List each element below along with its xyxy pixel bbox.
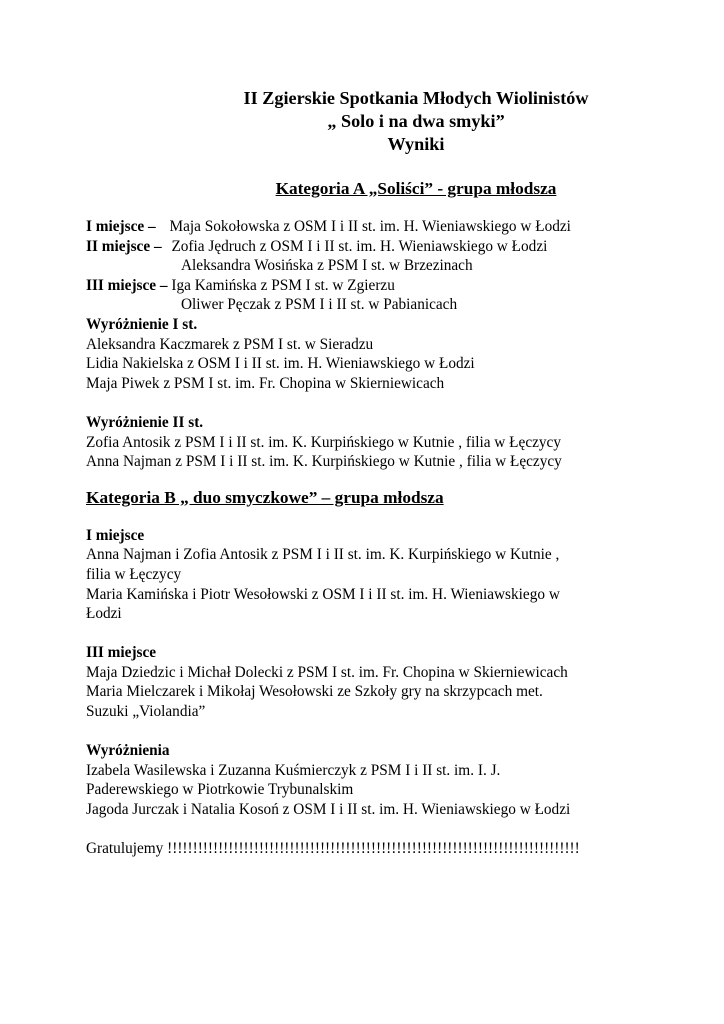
winner-entry: Maria Mielczarek i Mikołaj Wesołowski ze Szkoły gry na skrzypcach met.	[86, 683, 543, 701]
category-b-first-place	[86, 526, 686, 624]
winner-entry: Zofia Jędruch z OSM I i II st. im. H. Wieniawskiego w Łodzi	[171, 237, 548, 255]
winner-entry: Lidia Nakielska z OSM I i II st. im. H. Wieniawskiego w Łodzi	[86, 355, 475, 373]
category-a-first-place	[86, 217, 686, 237]
category-a-distinction-2	[86, 413, 686, 472]
distinction-1-label: Wyróżnienie I st.	[86, 315, 198, 333]
winner-entry: Paderewskiego w Piotrkowie Trybunalskim	[86, 781, 354, 799]
third-place-label: III miejsce –	[86, 276, 172, 294]
winner-entry: Zofia Antosik z PSM I i II st. im. K. Kurpińskiego w Kutnie , filia w Łęczycy	[86, 433, 561, 451]
third-place-label: III miejsce	[86, 644, 157, 662]
category-a-third-place	[86, 276, 686, 315]
first-place-label: I miejsce –	[86, 218, 160, 235]
winner-entry: Aleksandra Kaczmarek z PSM I st. w Sieradzu	[86, 335, 374, 353]
category-b-distinctions	[86, 741, 686, 819]
distinction-2-label: Wyróżnienie II st.	[86, 413, 204, 431]
title-line-event: II Zgierskie Spotkania Młodych Wiolinistów	[243, 88, 589, 108]
winner-entry: Aleksandra Wosińska z PSM I st. w Brzezinach	[181, 257, 473, 275]
category-a-second-place	[86, 237, 686, 276]
first-place-label: I miejsce	[86, 526, 145, 544]
distinctions-label: Wyróżnienia	[86, 742, 170, 760]
closing-congratulations: Gratulujemy !!!!!!!!!!!!!!!!!!!!!!!!!!!!!!!!!!!!!!!!!!!!!!!!!!!!!!!!!!!!!!!!!!!!!!!!!!!!!!!!!	[86, 840, 580, 858]
title-line-subtitle: „ Solo i na dwa smyki”	[327, 111, 505, 131]
winner-entry: Izabela Wasilewska i Zuzanna Kuśmierczyk z PSM I i II st. im. I. J.	[86, 761, 501, 779]
winner-entry: Oliwer Pęczak z PSM I i II st. w Pabianicach	[181, 296, 458, 314]
winner-entry: Anna Najman z PSM I i II st. im. K. Kurpińskiego w Kutnie , filia w Łęczycy	[86, 453, 562, 471]
document-title	[86, 87, 686, 156]
category-a-distinction-1	[86, 315, 686, 393]
winner-entry: Suzuki „Violandia”	[86, 703, 206, 721]
winner-entry: Maja Sokołowska z OSM I i II st. im. H. Wieniawskiego w Łodzi	[169, 218, 571, 235]
winner-entry: Jagoda Jurczak i Natalia Kosoń z OSM I i II st. im. H. Wieniawskiego w Łodzi	[86, 801, 571, 819]
title-line-results: Wyniki	[387, 134, 445, 154]
winner-entry: Łodzi	[86, 605, 122, 623]
winner-entry: Anna Najman i Zofia Antosik z PSM I i II st. im. K. Kurpińskiego w Kutnie ,	[86, 546, 560, 564]
category-a-heading: Kategoria A „Soliści” - grupa młodsza	[275, 179, 557, 198]
category-b-heading: Kategoria B „ duo smyczkowe” – grupa młodsza	[86, 487, 444, 507]
winner-entry: Maja Dziedzic i Michał Dolecki z PSM I st. im. Fr. Chopina w Skierniewicach	[86, 663, 568, 681]
results-document	[86, 87, 686, 859]
second-place-label: II miejsce –	[86, 237, 166, 255]
winner-entry: Maria Kamińska i Piotr Wesołowski z OSM I i II st. im. H. Wieniawskiego w	[86, 585, 560, 603]
winner-entry: Maja Piwek z PSM I st. im. Fr. Chopina w Skierniewicach	[86, 374, 445, 392]
category-b-third-place	[86, 643, 686, 721]
winner-entry: Iga Kamińska z PSM I st. w Zgierzu	[171, 276, 395, 294]
winner-entry: filia w Łęczycy	[86, 565, 182, 583]
